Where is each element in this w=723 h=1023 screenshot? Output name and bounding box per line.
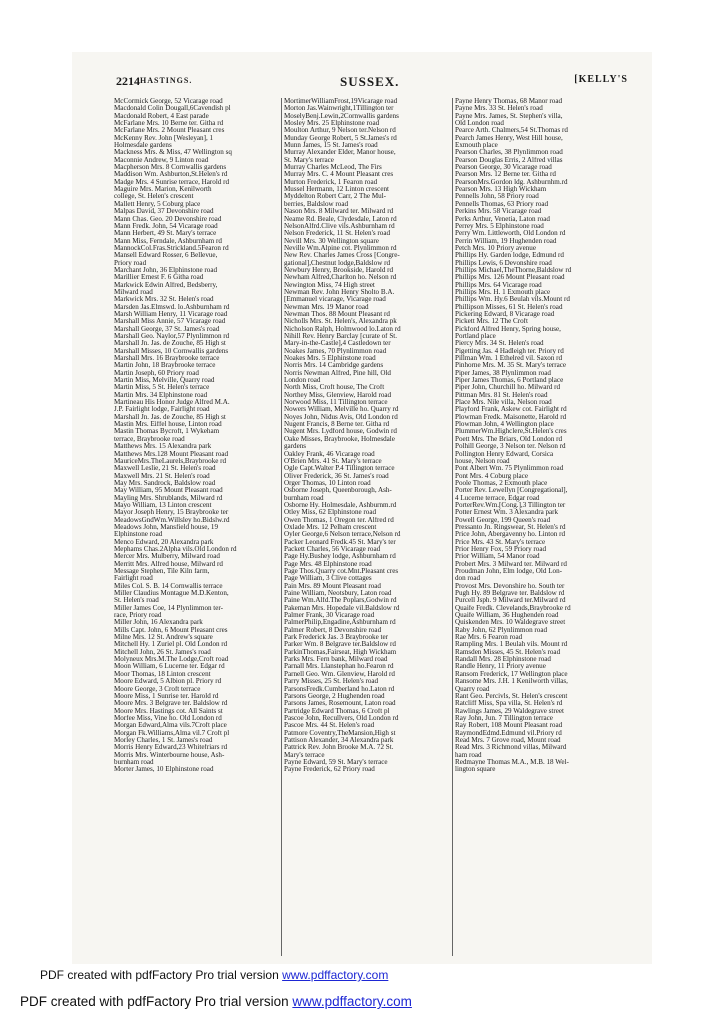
- directory-entry: Miles Col. S. B. 14 Cornwallis terrace: [114, 582, 223, 590]
- directory-entry: Parsons James, Rosemount, Laton road: [284, 700, 396, 708]
- directory-entry: Menco Edward, 20 Alexandra park: [114, 538, 214, 546]
- directory-entry: Marshall Jn. Jas. de Zouche, 85 High st: [114, 413, 226, 421]
- directory-entry: Nicholls Mrs. St. Helen's, Alexandra pk: [284, 318, 397, 326]
- directory-entry: Proudman John, Elm lodge, Old Lon-: [455, 568, 562, 575]
- directory-entry: McFarlane Mrs. 2 Mount Pleasant cres: [114, 127, 225, 135]
- directory-entry: Parks Mrs. Fern bank, Milward road: [284, 656, 388, 664]
- directory-entry: Maguire Mrs. Marion, Kenilworth: [114, 186, 212, 194]
- directory-entry: Randle Henry, 11 Priory avenue: [455, 663, 546, 671]
- directory-entry: Myddelton Robert Carr, 2 The Mul-: [284, 193, 387, 201]
- directory-entry: ham road: [455, 751, 482, 759]
- directory-entry: Marchant John, 36 Elphinstone road: [114, 266, 218, 274]
- directory-entry: Pearson Charles, 38 Plynlimmon road: [455, 149, 563, 157]
- directory-entry: Mastin Mrs. Eiffel house, Linton road: [114, 421, 222, 429]
- directory-entry: Rant Geo. Percivls, St. Helen's crescent: [455, 692, 568, 700]
- directory-entry: Pressanto Jn. Ringswear, St. Helen's rd: [455, 523, 566, 531]
- directory-entry: Pearce Arth. Chalmers,54 St.Thomas rd: [455, 127, 568, 135]
- directory-entry: St. Helen's road: [114, 597, 159, 605]
- directory-entry: Moor Thomas, 18 Linton crescent: [114, 670, 211, 678]
- footer-link[interactable]: www.pdffactory.com: [282, 968, 389, 982]
- directory-entry: Molyneux Mrs.M.The Lodge,Croft road: [114, 656, 229, 664]
- directory-entry: Perks Arthur, Venetia, Laton road: [455, 215, 550, 223]
- directory-entry: Piper John, Churchill ho. Milward rd: [455, 384, 561, 392]
- directory-entry: McFarlane Mrs. 10 Berne ter. Githa rd: [114, 120, 224, 128]
- directory-entry: Milne Mrs. 12 St. Andrew's square: [114, 634, 213, 642]
- directory-entry: J.P. Fairlight lodge, Fairlight road: [114, 406, 210, 414]
- directory-entry: O'Brien Mrs. 41 St. Mary's terrace: [284, 457, 382, 465]
- directory-entry: Poole Thomas, 2 Exmouth place: [455, 479, 548, 487]
- directory-entry: Nihill Rev. Henry Barclay [curate of St.: [284, 333, 398, 340]
- directory-entry: Phillipson Misses, 61 St. Helen's road: [455, 303, 563, 311]
- directory-entry: gational],Chestnut lodge,Baldslow rd: [284, 259, 390, 267]
- directory-entry: Moore Mrs. 3 Belgrave ter. Baldslow rd: [114, 700, 228, 708]
- directory-entry: Marillier Ernest F. 6 Githa road: [114, 274, 204, 282]
- directory-entry: MortimerWilliamFrost,19Vicarage road: [284, 98, 398, 105]
- directory-entry: Nugent Francis, 8 Berne ter. Githa rd: [284, 421, 390, 429]
- directory-entry: Norris Newman Alfred, Pine hill, Old: [284, 369, 391, 377]
- directory-entry: Newman Rev. John Henry Sholto B.A.: [284, 288, 395, 296]
- directory-entry: Quiskenden Mrs. 10 Waldegrave street: [455, 619, 566, 627]
- directory-entry: Perrey Mrs. 5 Elphinstone road: [455, 222, 544, 230]
- directory-entry: Paine Wm.Alfd.The Poplars,Godwin rd: [284, 597, 397, 605]
- directory-entry: RaymondEdmd.Edmund vil.Priory rd: [455, 729, 562, 737]
- directory-entry: Redmayne Thomas M.A., M.B. 18 Wel-: [455, 758, 569, 766]
- directory-entry: Pennells Thomas, 63 Priory road: [455, 200, 549, 208]
- directory-page-scan: [72, 52, 652, 964]
- directory-entry: Parry Misses, 25 St. Helen's road: [284, 678, 379, 686]
- directory-entry: Mann Fredk. John, 54 Vicarage road: [114, 222, 218, 230]
- directory-entry: Mills Capt. John, 6 Mount Pleasant cres: [114, 626, 228, 634]
- directory-entry: Pickford Alfred Henry, Spring house,: [455, 325, 561, 333]
- directory-entry: Pugh Hy. 89 Belgrave ter. Baldslow rd: [455, 590, 565, 598]
- directory-entry: Packett Charles, 56 Vicarage road: [284, 545, 381, 553]
- directory-entry: Park Frederick Jas. 3 Braybrooke ter: [284, 634, 389, 642]
- directory-entry: Martin Miss, Melville, Quarry road: [114, 377, 215, 385]
- directory-entry: Palmer Frank, 30 Vicarage road: [284, 612, 375, 620]
- directory-entry: Perrin William, 19 Hughenden road: [455, 237, 557, 245]
- directory-entry: Phillips Mrs. 126 Mount Pleasant road: [455, 274, 565, 282]
- directory-entry: Read Mrs. 3 Richmond villas, Milward: [455, 744, 567, 752]
- directory-entry: Pakeman Mrs. Hopedale vil.Baldslow rd: [284, 604, 400, 612]
- directory-entry: Merritt Mrs. Alfred house, Milward rd: [114, 560, 223, 568]
- directory-entry: burnham road: [114, 758, 154, 766]
- directory-entry: Playford Frank, Askew cot. Fairlight rd: [455, 406, 567, 414]
- directory-entry: Noyes John, Nidus Avis, Old London rd: [284, 413, 398, 421]
- directory-entry: MeadowsGndWm.Willsley ho.Bidslw.rd: [114, 516, 230, 524]
- directory-entry: Rawlings James, 29 Waldegrave street: [455, 707, 565, 715]
- directory-entry: Nason Mrs. 8 Milward ter. Milward rd: [284, 208, 394, 216]
- directory-entry: Piper James, 38 Plynlimmon road: [455, 369, 551, 377]
- directory-entry: Maconnie Andrew, 9 Linton road: [114, 156, 209, 164]
- directory-entry: Newbury Henry, Brookside, Harold rd: [284, 266, 394, 274]
- directory-entry: Mallett Henry, 5 Coburg place: [114, 200, 201, 208]
- directory-entry: 4 Lucerne terrace, Edgar road: [455, 494, 540, 502]
- directory-entry: Morter James, 10 Elphinstone road: [114, 766, 214, 774]
- directory-entry: gardens: [284, 443, 307, 451]
- directory-entry: Ray Robert, 108 Mount Pleasant road: [455, 722, 563, 730]
- directory-entry: Randall Mrs. 28 Elphinstone road: [455, 656, 551, 664]
- directory-entry: Pascoe John, Recullvers, Old London rd: [284, 714, 399, 722]
- directory-entry: Old London road: [455, 120, 504, 128]
- directory-entry: Parnell Geo. Wm. Glenview, Harold rd: [284, 670, 395, 678]
- directory-entry: Marsden Jas.Elmswd. lo.Ashburnham rd: [114, 303, 230, 311]
- directory-entry: Phillips Lewis, 6 Devonshire road: [455, 259, 552, 267]
- directory-entry: Martin John, 18 Braybrooke terrace: [114, 362, 216, 370]
- directory-entry: Pearson Mrs. 13 High Wickham: [455, 186, 547, 194]
- directory-entry: Northey Miss, Glenview, Harold road: [284, 391, 392, 399]
- pdf-watermark-footer: [20, 994, 412, 1009]
- directory-entry: Oyler George,6 Nelson terrace,Nelson rd: [284, 531, 401, 539]
- directory-entry: Plowman Fredk. Maisonette, Harold rd: [455, 413, 567, 421]
- directory-entry: Pigetting Jas. 4 Hadleigh ter. Priory rd: [455, 347, 564, 355]
- directory-entry: PearsonMrs.Gordon ldg. Ashburnhm.rd: [455, 178, 568, 186]
- directory-entry: Maxwell Mrs. 21 St. Helen's road: [114, 472, 210, 480]
- directory-entry: Phillips Wm. Hy.6 Beulah vils.Mount rd: [455, 296, 570, 304]
- directory-entry: Munday George Robert, 5 St.James's rd: [284, 134, 397, 142]
- directory-entry: Maddison Wm. Ashburton,St.Helen's rd: [114, 171, 228, 179]
- directory-entry: Page Hy.Bushey lodge, Ashburnham rd: [284, 553, 396, 561]
- page-header: [116, 74, 628, 92]
- directory-entry: NelsonAlfrd.Clive vils.Ashburnham rd: [284, 222, 395, 230]
- directory-entry: Milward road: [114, 288, 153, 296]
- directory-entry: Murton Frederick, 1 Fearon road: [284, 178, 378, 186]
- directory-entry: Morley Charles, 1 St. James's road: [114, 736, 213, 744]
- footer-text: PDF created with pdfFactory Pro trial version: [40, 968, 283, 982]
- directory-entry: Malpas David, 37 Devonshire road: [114, 208, 214, 216]
- directory-entry: Prior William, 54 Manor road: [455, 553, 540, 561]
- page-number: 2214: [116, 74, 140, 88]
- directory-entry: MauriceMrs.TheLaurels,Braybrooke rd: [114, 457, 227, 465]
- directory-entry: Pollington Henry Edward, Corsica: [455, 450, 554, 458]
- directory-entry: Pont Albert Wm. 75 Plynlimmon road: [455, 465, 564, 473]
- directory-entry: May Mrs. Sandrock, Baldslow road: [114, 479, 216, 487]
- directory-entry: Murray Alexander Elder, Manor house,: [284, 149, 396, 157]
- directory-entry: Palmer Robert, 8 Devonshire road: [284, 626, 382, 634]
- directory-entry: Matthews Mrs.128 Mount Pleasant road: [114, 450, 229, 458]
- directory-entry: Phillips Michael,TheThorne,Baldslow rd: [455, 266, 572, 274]
- directory-entry: Mary's terrace: [284, 751, 325, 759]
- directory-entry: Mayling Mrs. Shrublands, Milward rd: [114, 494, 223, 502]
- directory-entry: Markwick Edwin Alfred, Bedsberry,: [114, 281, 218, 289]
- directory-entry: Mayo William, 13 Linton crescent: [114, 501, 212, 509]
- directory-entry: Miller Claudius Montague M.D.Kenton,: [114, 590, 229, 598]
- directory-entry: Orger Thomas, 10 Linton road: [284, 479, 371, 487]
- directory-entry: Morton Jas.Wainwright,1Tillington ter: [284, 105, 394, 113]
- directory-entry: Ogle Capt.Walter P.4 Tillington terrace: [284, 465, 395, 473]
- directory-entry: Newington Miss, 74 High street: [284, 281, 375, 289]
- directory-entry: Pearson Douglas Erris, 2 Alfred villas: [455, 156, 563, 164]
- directory-entry: Marshall Geo. Naylor,57 Plynlimmon rd: [114, 333, 230, 340]
- directory-entry: May William, 95 Mount Pleasant road: [114, 487, 223, 495]
- directory-entry: Owen Thomas, 1 Oregon ter. Alfred rd: [284, 516, 394, 524]
- directory-entry: Paine William, Neotsbury, Laton road: [284, 590, 392, 598]
- directory-entry: PorterRev.Wm.[Cong.],3 Tillington ter: [455, 501, 566, 509]
- directory-entry: Osborne Hy. Holmesdale, Ashburnm.rd: [284, 501, 397, 509]
- directory-entry: Pattrick Rev. John Brooke M.A. 72 St.: [284, 744, 394, 752]
- directory-entry: Rae Mrs. 6 Fearon road: [455, 634, 523, 642]
- directory-entry: burnham road: [284, 494, 324, 502]
- directory-entry: Place Mrs. Nile villa, Nelson road: [455, 399, 552, 407]
- directory-entry: Page Mrs. 48 Elphinstone road: [284, 560, 372, 568]
- publisher-mark: [KELLY'S: [574, 74, 628, 85]
- directory-entry: Ramsden Misses, 45 St. Helen's road: [455, 648, 561, 656]
- directory-entry: Poett Mrs. The Briars, Old London rd: [455, 435, 563, 443]
- directory-entry: PlummerWm.Highclere,St.Helen's cres: [455, 428, 567, 436]
- directory-entry: Marshall Misses, 10 Cornwallis gardens: [114, 347, 229, 355]
- directory-entry: Holmesdale gardens: [114, 142, 172, 150]
- column-divider: [452, 98, 453, 956]
- pdf-watermark-footer: [40, 968, 388, 982]
- directory-entry: terrace, Braybrooke road: [114, 435, 185, 443]
- directory-entry: Probert Mrs. 3 Milward ter. Milward rd: [455, 560, 567, 568]
- directory-entry: Noakes James, 70 Plynlimmon road: [284, 347, 387, 355]
- directory-entry: Moore George, 3 Croft terrace: [114, 685, 201, 693]
- directory-entry: Maxwell Leslie, 21 St. Helen's road: [114, 465, 216, 473]
- directory-entry: Parsons George, 2 Hughenden road: [284, 692, 385, 700]
- directory-entry: Read Mrs. 7 Grove road, Mount road: [455, 736, 561, 744]
- directory-entry: Page William, 3 Clive cottages: [284, 575, 372, 583]
- directory-entry: [Emmanuel vicarage, Vicarage road: [284, 296, 386, 304]
- directory-entry: Pittman Mrs. 81 St. Helen's road: [455, 391, 548, 399]
- directory-entry: Mann Miss, Ferndale, Ashburnham rd: [114, 237, 222, 245]
- directory-entry: Pearson Mrs. 12 Berne ter. Githa rd: [455, 171, 556, 179]
- directory-entry: Norris Mrs. 14 Cambridge gardens: [284, 362, 384, 370]
- directory-entry: Norwood Miss, 11 Tillington terrace: [284, 399, 388, 407]
- footer-text: PDF created with pdfFactory Pro trial version: [20, 994, 293, 1009]
- directory-entry: Rampling Mrs. 1 Beulah vils. Mount rd: [455, 641, 568, 649]
- directory-entry: Nelson Frederick, 11 St. Helen's road: [284, 230, 391, 238]
- directory-entry: Moulton Arthur, 9 Nelson ter.Nelson rd: [284, 127, 396, 135]
- directory-entry: Prior Henry Fox, 59 Priory road: [455, 545, 547, 553]
- directory-entry: Martineau His Honor Judge Alfred M.A.: [114, 399, 230, 407]
- directory-entry: Parnall Mrs. Llanstephan ho.Fearon rd: [284, 663, 394, 671]
- directory-entry: Mayor Joseph Henry, 15 Braybrooke ter: [114, 509, 229, 517]
- directory-entry: don road: [455, 575, 481, 583]
- directory-entry: Polhill George, 3 Nelson ter. Nelson rd: [455, 443, 566, 451]
- county-title: SUSSEX.: [340, 74, 400, 89]
- directory-entry: Pearson George, 30 Vicarage road: [455, 164, 552, 172]
- directory-column-3: [455, 98, 619, 958]
- directory-entry: Martin Miss, 5 St. Helen's terrace: [114, 384, 210, 392]
- directory-entry: Pinhorne Mrs. M. 35 St. Mary's terrace: [455, 362, 567, 370]
- directory-entry: Macdonald Robert, 4 East parade: [114, 112, 209, 120]
- directory-entry: Mussel Hermann, 12 Linton crescent: [284, 186, 389, 194]
- directory-entry: Piper James Thomas, 6 Portland place: [455, 377, 564, 385]
- directory-entry: Petch Mrs. 10 Priory avenue: [455, 244, 536, 252]
- directory-entry: Quaife Fredk. Clevelands,Braybrooke rd: [455, 604, 571, 612]
- directory-entry: Message Stephen, Tile Kiln farm,: [114, 568, 210, 575]
- directory-entry: lington square: [455, 766, 496, 774]
- directory-entry: Marsh William Henry, 11 Vicarage road: [114, 310, 228, 318]
- directory-entry: Powell George, 199 Queen's road: [455, 516, 551, 524]
- directory-entry: Macdonald Colin Dougall,6Cavendish pl: [114, 105, 231, 113]
- directory-entry: Pennells John, 58 Priory road: [455, 193, 539, 201]
- directory-entry: ParkinThomas,Fairseat, High Wickham: [284, 648, 397, 656]
- directory-entry: Morris Mrs. Winterbourne house, Ash-: [114, 751, 225, 759]
- directory-entry: Moore Mrs. Hastings cot. All Saints st: [114, 707, 223, 715]
- directory-entry: Macpherson Mrs. 8 Cornwallis gardens: [114, 164, 227, 172]
- directory-entry: Newman Thos. 88 Mount Pleasant rd: [284, 310, 390, 318]
- directory-entry: Packer Leonard Fredk.45 St. Mary's ter: [284, 538, 396, 546]
- directory-entry: Mansell Edward Rosser, 6 Bellevue,: [114, 252, 218, 260]
- directory-entry: Quarry road: [455, 685, 490, 693]
- directory-entry: Mastin Thomas Bycroft, 1 Wykeham: [114, 428, 220, 436]
- directory-entry: Moore Edward, 5 Albion pl. Priory rd: [114, 678, 222, 686]
- directory-entry: Moore Miss, 1 Sunrise ter. Harold rd: [114, 692, 219, 700]
- directory-entry: Oakley Frank, 46 Vicarage road: [284, 450, 375, 458]
- directory-entry: Payne Mrs. 33 St. Helen's road: [455, 105, 543, 113]
- directory-entry: New Rev. Charles James Cross [Congre-: [284, 252, 400, 260]
- directory-entry: Price John, Abergavenny ho. Linton rd: [455, 531, 566, 539]
- directory-entry: Morgan Fk.Williams,Alma vil.7 Croft pl: [114, 729, 230, 737]
- directory-entry: Madge Mrs. 4 Sunrise terrace, Harold rd: [114, 178, 230, 186]
- directory-entry: Neville Wm.Alpine cot. Plynlimmon rd: [284, 244, 397, 252]
- directory-entry: Elphinstone road: [114, 531, 163, 539]
- directory-entry: Miller James Coe, 14 Plynlimmon ter-: [114, 604, 224, 612]
- directory-entry: Mary-in-the-Castle],4 Castledown ter: [284, 340, 391, 348]
- directory-entry: Oliver Frederick, 36 St. James's road: [284, 472, 389, 480]
- directory-entry: Perkins Mrs. 58 Vicarage road: [455, 208, 542, 216]
- directory-entry: Raby John, 62 Plynlimmon road: [455, 626, 548, 634]
- directory-entry: Murray Charles McLeod, The Firs: [284, 164, 382, 172]
- directory-entry: Morris Henry Edward,23 Whitefriars rd: [114, 744, 228, 752]
- directory-entry: berries, Baldslow road: [284, 200, 349, 208]
- directory-entry: Munn James, 15 St. James's road: [284, 142, 378, 150]
- directory-entry: Phillips Hy. Garden lodge, Edmund rd: [455, 252, 564, 260]
- directory-entry: Pain Mrs. 89 Mount Pleasant road: [284, 582, 381, 590]
- directory-entry: Mercer Mrs. Mulberry, Milward road: [114, 553, 220, 561]
- column-divider: [281, 98, 282, 956]
- directory-entry: Pascoe Mrs. 44 St. Helen's road: [284, 722, 375, 730]
- directory-entry: Marshall George, 37 St. James's road: [114, 325, 220, 333]
- directory-entry: Marshall Miss Annie, 57 Vicarage road: [114, 318, 226, 326]
- directory-entry: McCormick George, 52 Vicarage road: [114, 98, 223, 105]
- directory-entry: St. Mary's terrace: [284, 156, 334, 164]
- directory-entry: Pickering Edward, 8 Vicarage road: [455, 310, 555, 318]
- directory-column-2: [284, 98, 448, 958]
- directory-entry: PalmerPhilip,Engadine,Ashburnham rd: [284, 619, 396, 627]
- directory-entry: Pickett Mrs. 12 The Croft: [455, 318, 528, 326]
- directory-entry: Meadows John, Mansfield house, 19: [114, 523, 219, 531]
- directory-entry: Piercy Mrs. 34 St. Helen's road: [455, 340, 544, 348]
- directory-entry: Ray John, Jun. 7 Tillington terrace: [455, 714, 553, 722]
- directory-entry: Mann Herbert, 49 St. Mary's terrace: [114, 230, 217, 238]
- directory-entry: Pearch James Henry, West Hill house,: [455, 134, 563, 142]
- directory-entry: Mann Chas. Geo. 20 Devonshire road: [114, 215, 222, 223]
- directory-entry: Neame Rd. Beale, Clydesdale, Laton rd: [284, 215, 397, 223]
- directory-entry: Plowman John, 4 Wellington place: [455, 421, 554, 429]
- directory-entry: Partridge Edward Thomas, 6 Croft pl: [284, 707, 390, 715]
- directory-entry: London road: [284, 377, 321, 385]
- directory-entry: Ransom Frederick, 17 Wellington place: [455, 670, 568, 678]
- directory-entry: MannockCol.Fras.Strickland.5Fearon rd: [114, 244, 229, 252]
- directory-entry: Mitchell Hy. 1 Zuriel pl. Old London rd: [114, 641, 228, 649]
- directory-entry: Payne Edward, 59 St. Mary's terrace: [284, 758, 388, 766]
- directory-entry: Moon William, 6 Lucerne ter. Edgar rd: [114, 663, 225, 671]
- directory-entry: Quaife William, 36 Hughenden road: [455, 612, 559, 620]
- directory-entry: Nevill Mrs. 30 Wellington square: [284, 237, 379, 245]
- directory-entry: Mephams Chas.2Alpha vils.Old London rd: [114, 545, 237, 553]
- directory-entry: Martin Joseph, 60 Priory road: [114, 369, 199, 377]
- directory-entry: Ratcliff Miss, Spa villa, St. Helen's rd: [455, 700, 563, 708]
- directory-entry: Phillips Mrs. H. 1 Exmouth place: [455, 288, 551, 296]
- directory-entry: Payne Frederick, 62 Priory road: [284, 766, 375, 774]
- directory-entry: Nicholson Ralph, Holmwood lo.Laton rd: [284, 325, 401, 333]
- directory-entry: Portland place: [455, 333, 496, 340]
- directory-entry: Provost Mrs. Devonshire ho. South ter: [455, 582, 565, 590]
- directory-entry: Mackness Mrs. & Miss, 47 Wellington sq: [114, 149, 232, 157]
- directory-entry: ParsonsFredk.Cumberland ho.Laton rd: [284, 685, 395, 693]
- directory-entry: Pattison Alexander, 34 Alexandra park: [284, 736, 394, 744]
- directory-entry: Parker Wm. 8 Belgrave ter.Baldslow rd: [284, 641, 396, 649]
- directory-entry: Noakes Mrs. 5 Elphinstone road: [284, 355, 376, 363]
- directory-entry: Pont Mrs. 4 Coburg place: [455, 472, 528, 480]
- directory-entry: North Miss, Croft house, The Croft: [284, 384, 385, 392]
- directory-entry: Matthews Mrs. 15 Alexandra park: [114, 443, 212, 451]
- directory-entry: Fairlight road: [114, 575, 153, 583]
- directory-entry: Phillips Mrs. 64 Vicarage road: [455, 281, 542, 289]
- directory-entry: Price Mrs. 43 St. Mary's terrace: [455, 538, 546, 546]
- directory-entry: Newham Alfred,Charlton ho. Nelson rd: [284, 274, 397, 282]
- directory-entry: Nugent Mrs. Lydford house, Godwin rd: [284, 428, 397, 436]
- running-head: HASTINGS.: [140, 76, 193, 85]
- directory-entry: Exmouth place: [455, 142, 498, 150]
- directory-entry: Otley Miss, 62 Elphinstone road: [284, 509, 377, 517]
- directory-entry: Potter Ernest Wm. 3 Alexandra park: [455, 509, 559, 517]
- directory-entry: McKenny Rev. John [Wesleyan], 1: [114, 134, 214, 142]
- directory-entry: Newman Mrs. 19 Manor road: [284, 303, 369, 311]
- directory-entry: Nowers William, Melville ho. Quarry rd: [284, 406, 399, 414]
- directory-entry: Miller John, 16 Alexandra park: [114, 619, 203, 627]
- directory-entry: Payne Henry Thomas, 68 Manor road: [455, 98, 563, 105]
- directory-entry: Porter Rev. Lewellyn [Congregational],: [455, 487, 568, 495]
- footer-link[interactable]: www.pdffactory.com: [292, 994, 412, 1009]
- directory-entry: Priory road: [114, 259, 147, 267]
- directory-entry: Ransome Mrs. J.H. 1 Kenilworth villas,: [455, 678, 568, 686]
- directory-entry: Oake Misses, Braybrooke, Holmesdale: [284, 435, 395, 443]
- directory-entry: Morgan Edward,Alma vils.7Croft place: [114, 722, 227, 730]
- directory-entry: Osborne Joseph, Queenborough, Ash-: [284, 487, 392, 495]
- directory-entry: race, Priory road: [114, 612, 162, 620]
- directory-entry: Page Thos.Quarry cot.Mnt.Pleasant cres: [284, 568, 399, 575]
- directory-entry: Markwick Mrs. 32 St. Helen's road: [114, 296, 214, 304]
- directory-entry: Martin Mrs. 34 Elphinstone road: [114, 391, 208, 399]
- directory-entry: Oxlade Mrs. 12 Pelham crescent: [284, 523, 377, 531]
- directory-entry: Purcell Jsph. 9 Milward ter.Milward rd: [455, 597, 566, 605]
- directory-entry: house, Nelson road: [455, 457, 510, 465]
- directory-entry: MoselyBenj.Lewin,2Cornwallis gardens: [284, 112, 399, 120]
- directory-entry: Mitchell John, 26 St. James's road: [114, 648, 211, 656]
- directory-entry: Pillman Wm. 1 Ethelred vil. Saxon rd: [455, 355, 563, 363]
- directory-entry: Marshall Mrs. 16 Braybrooke terrace: [114, 355, 220, 363]
- directory-entry: Morfee Miss, Vine ho. Old London rd: [114, 714, 222, 722]
- directory-entry: Murray Mrs. C. 4 Mount Pleasant cres: [284, 171, 394, 179]
- directory-entry: Marshall Jn. Jas. de Zouche, 85 High st: [114, 340, 226, 348]
- directory-entry: college, St. Helen's crescent: [114, 193, 194, 201]
- directory-entry: Patmore Coventry,TheMansion,High st: [284, 729, 396, 737]
- directory-column-1: [114, 98, 278, 958]
- directory-entry: Payne Mrs. James, St. Stephen's villa,: [455, 112, 563, 120]
- directory-entry: Mosley Mrs. 25 Elphinstone road: [284, 120, 380, 128]
- directory-entry: Perry Wm. Littleworth, Old London rd: [455, 230, 566, 238]
